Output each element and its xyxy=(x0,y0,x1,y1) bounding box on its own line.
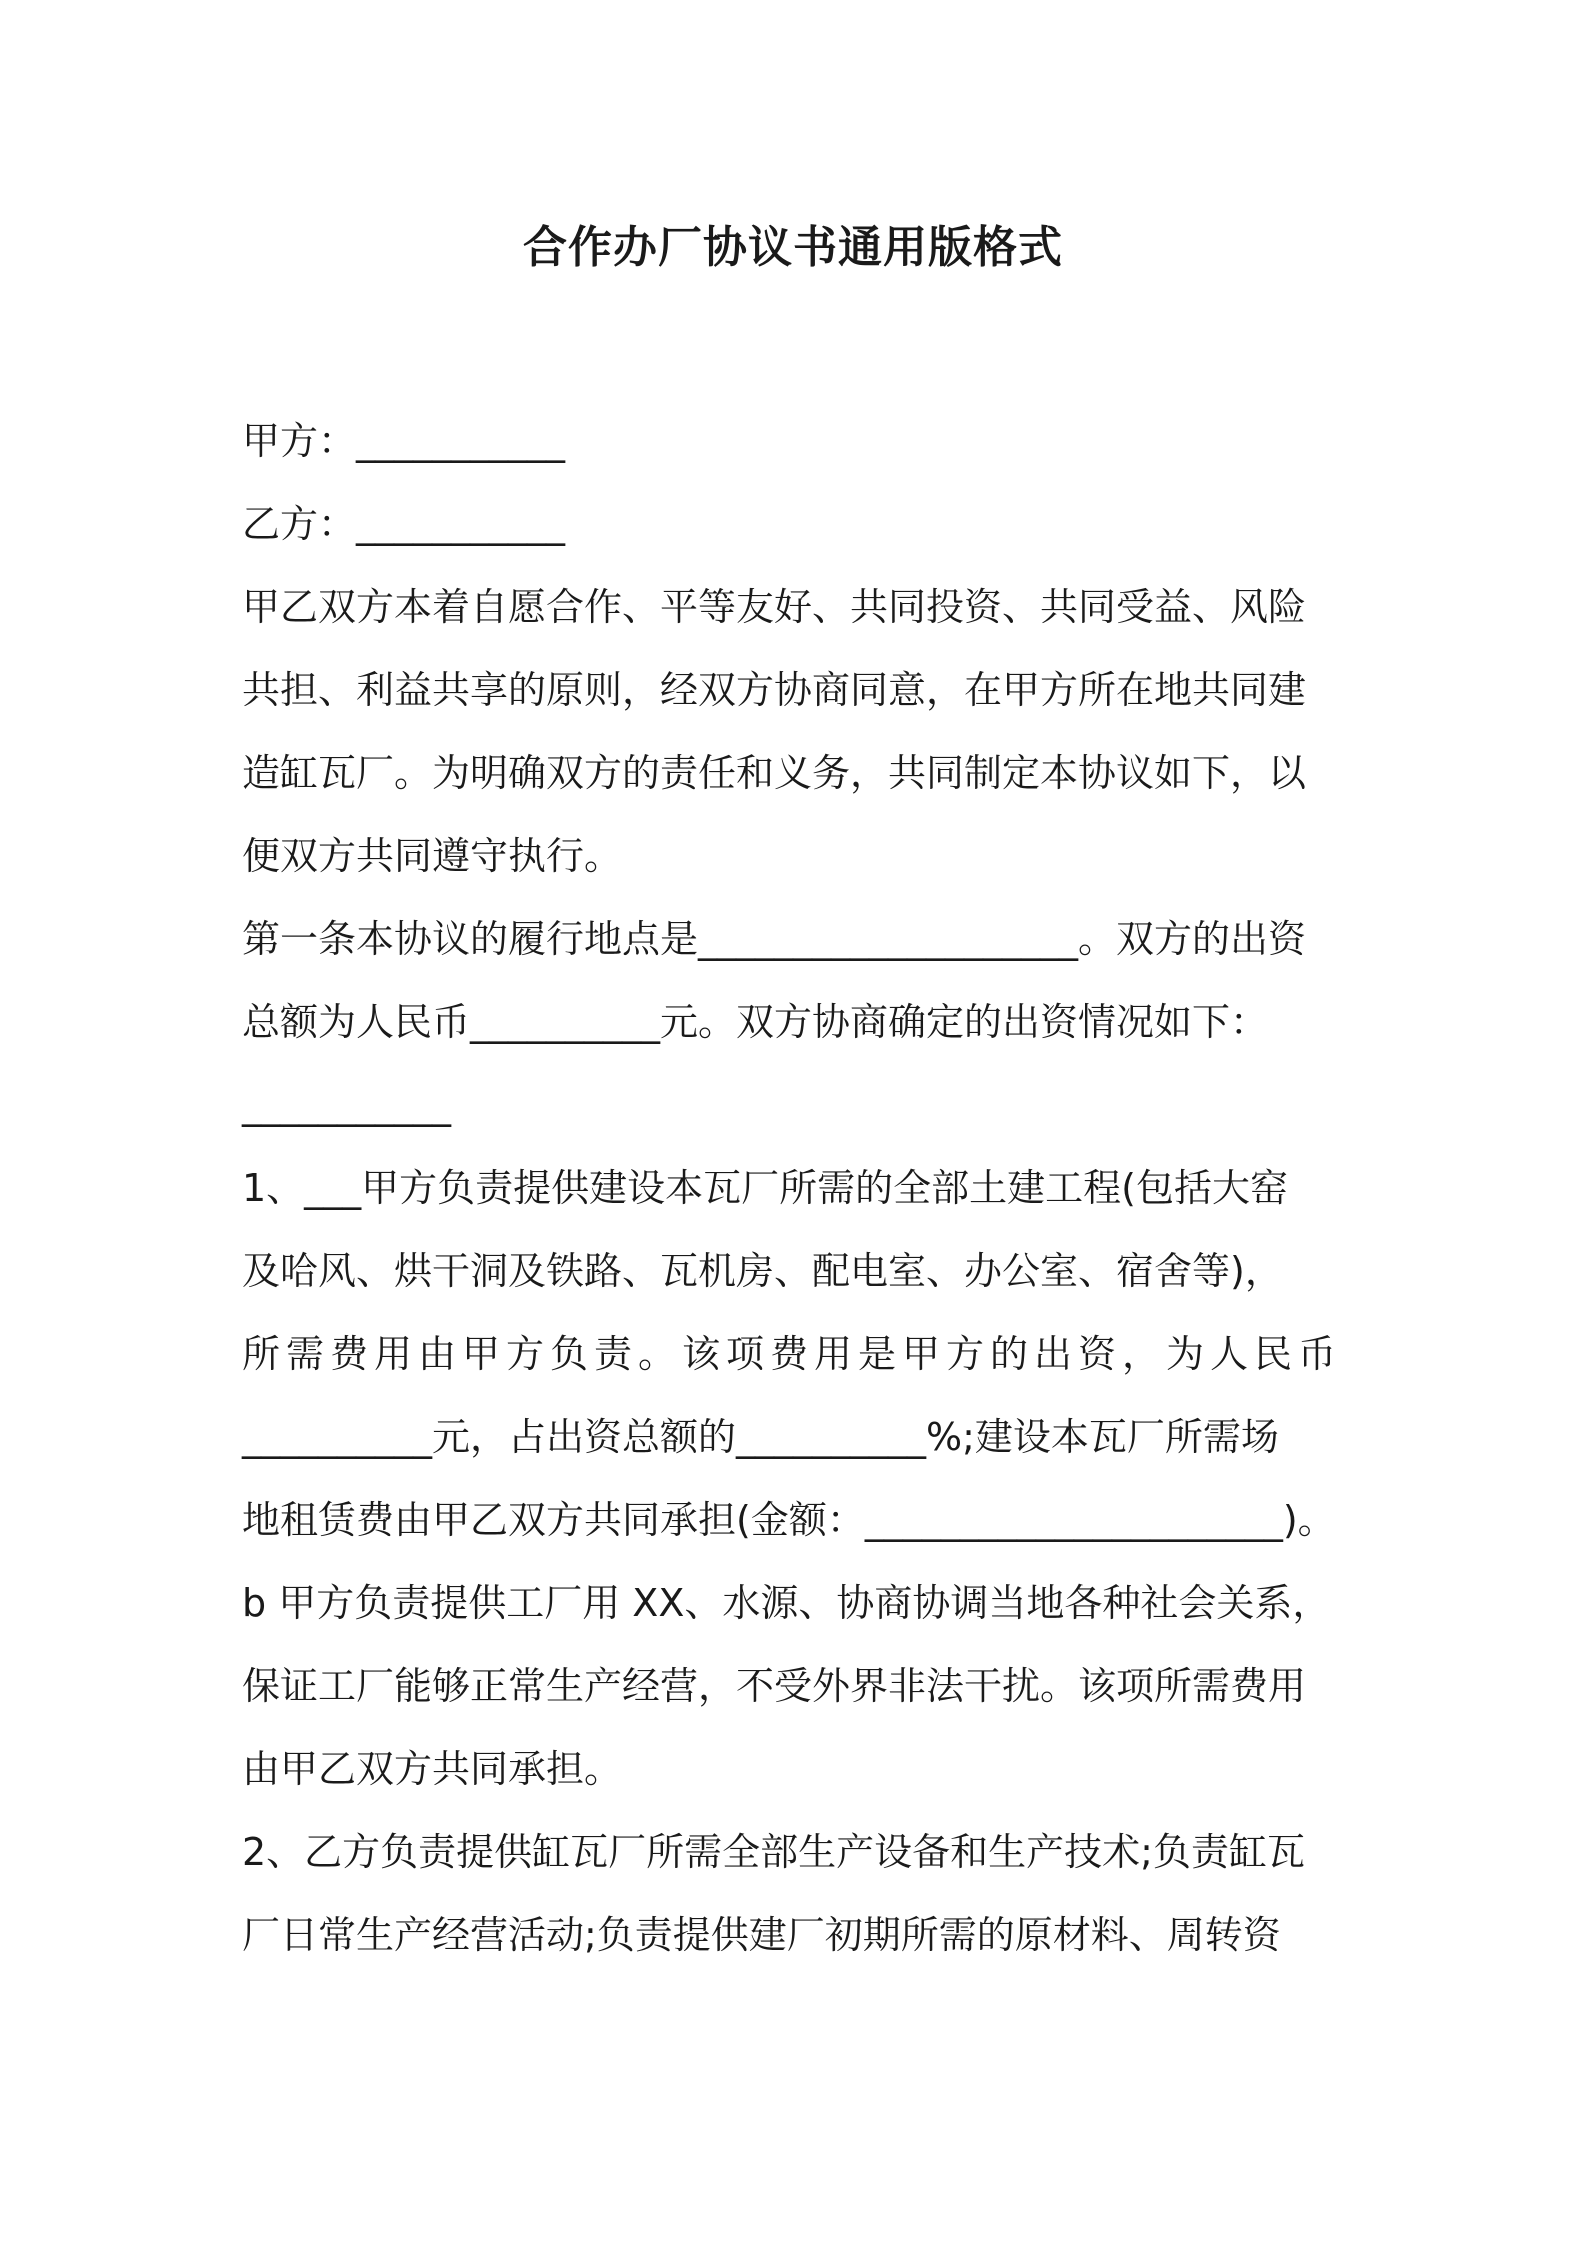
paragraph-line: __________元，占出资总额的__________%;建设本瓦厂所需场 xyxy=(242,1415,1279,1459)
paragraph-line: 及哈风、烘干洞及铁路、瓦机房、配电室、办公室、宿舍等)， xyxy=(242,1249,1283,1293)
blank-line: ___________ xyxy=(242,1083,451,1127)
paragraph-line: 地租赁费由甲乙双方共同承担(金额：______________________)。 xyxy=(242,1498,1336,1542)
document-title: 合作办厂协议书通用版格式 xyxy=(523,222,1063,273)
paragraph-line: 保证工厂能够正常生产经营，不受外界非法干扰。该项所需费用 xyxy=(242,1664,1307,1708)
party-b-line: 乙方：___________ xyxy=(242,502,566,546)
paragraph-line: 甲乙双方本着自愿合作、平等友好、共同投资、共同受益、风险 xyxy=(242,585,1307,629)
paragraph-line: 共担、利益共享的原则，经双方协商同意，在甲方所在地共同建 xyxy=(242,668,1307,712)
paragraph-line: 便双方共同遵守执行。 xyxy=(242,834,623,878)
paragraph-line: 厂日常生产经营活动;负责提供建厂初期所需的原材料、周转资 xyxy=(242,1913,1281,1957)
party-a-line: 甲方：___________ xyxy=(242,419,566,463)
document-body xyxy=(242,400,1352,1977)
paragraph-line: 所需费用由甲方负责。该项费用是甲方的出资，为人民币 xyxy=(242,1332,1343,1376)
paragraph-line: 总额为人民币__________元。双方协商确定的出资情况如下： xyxy=(242,1000,1269,1044)
paragraph-line: 第一条本协议的履行地点是____________________。双方的出资 xyxy=(242,917,1307,961)
paragraph-line: 1、___甲方负责提供建设本瓦厂所需的全部土建工程(包括大窑 xyxy=(242,1166,1289,1210)
paragraph-line: b 甲方负责提供工厂用 XX、水源、协商协调当地各种社会关系， xyxy=(242,1581,1331,1625)
paragraph-line: 2、乙方负责提供缸瓦厂所需全部生产设备和生产技术;负责缸瓦 xyxy=(242,1830,1305,1874)
paragraph-line: 造缸瓦厂。为明确双方的责任和义务，共同制定本协议如下，以 xyxy=(242,751,1307,795)
paragraph-line: 由甲乙双方共同承担。 xyxy=(242,1747,623,1791)
